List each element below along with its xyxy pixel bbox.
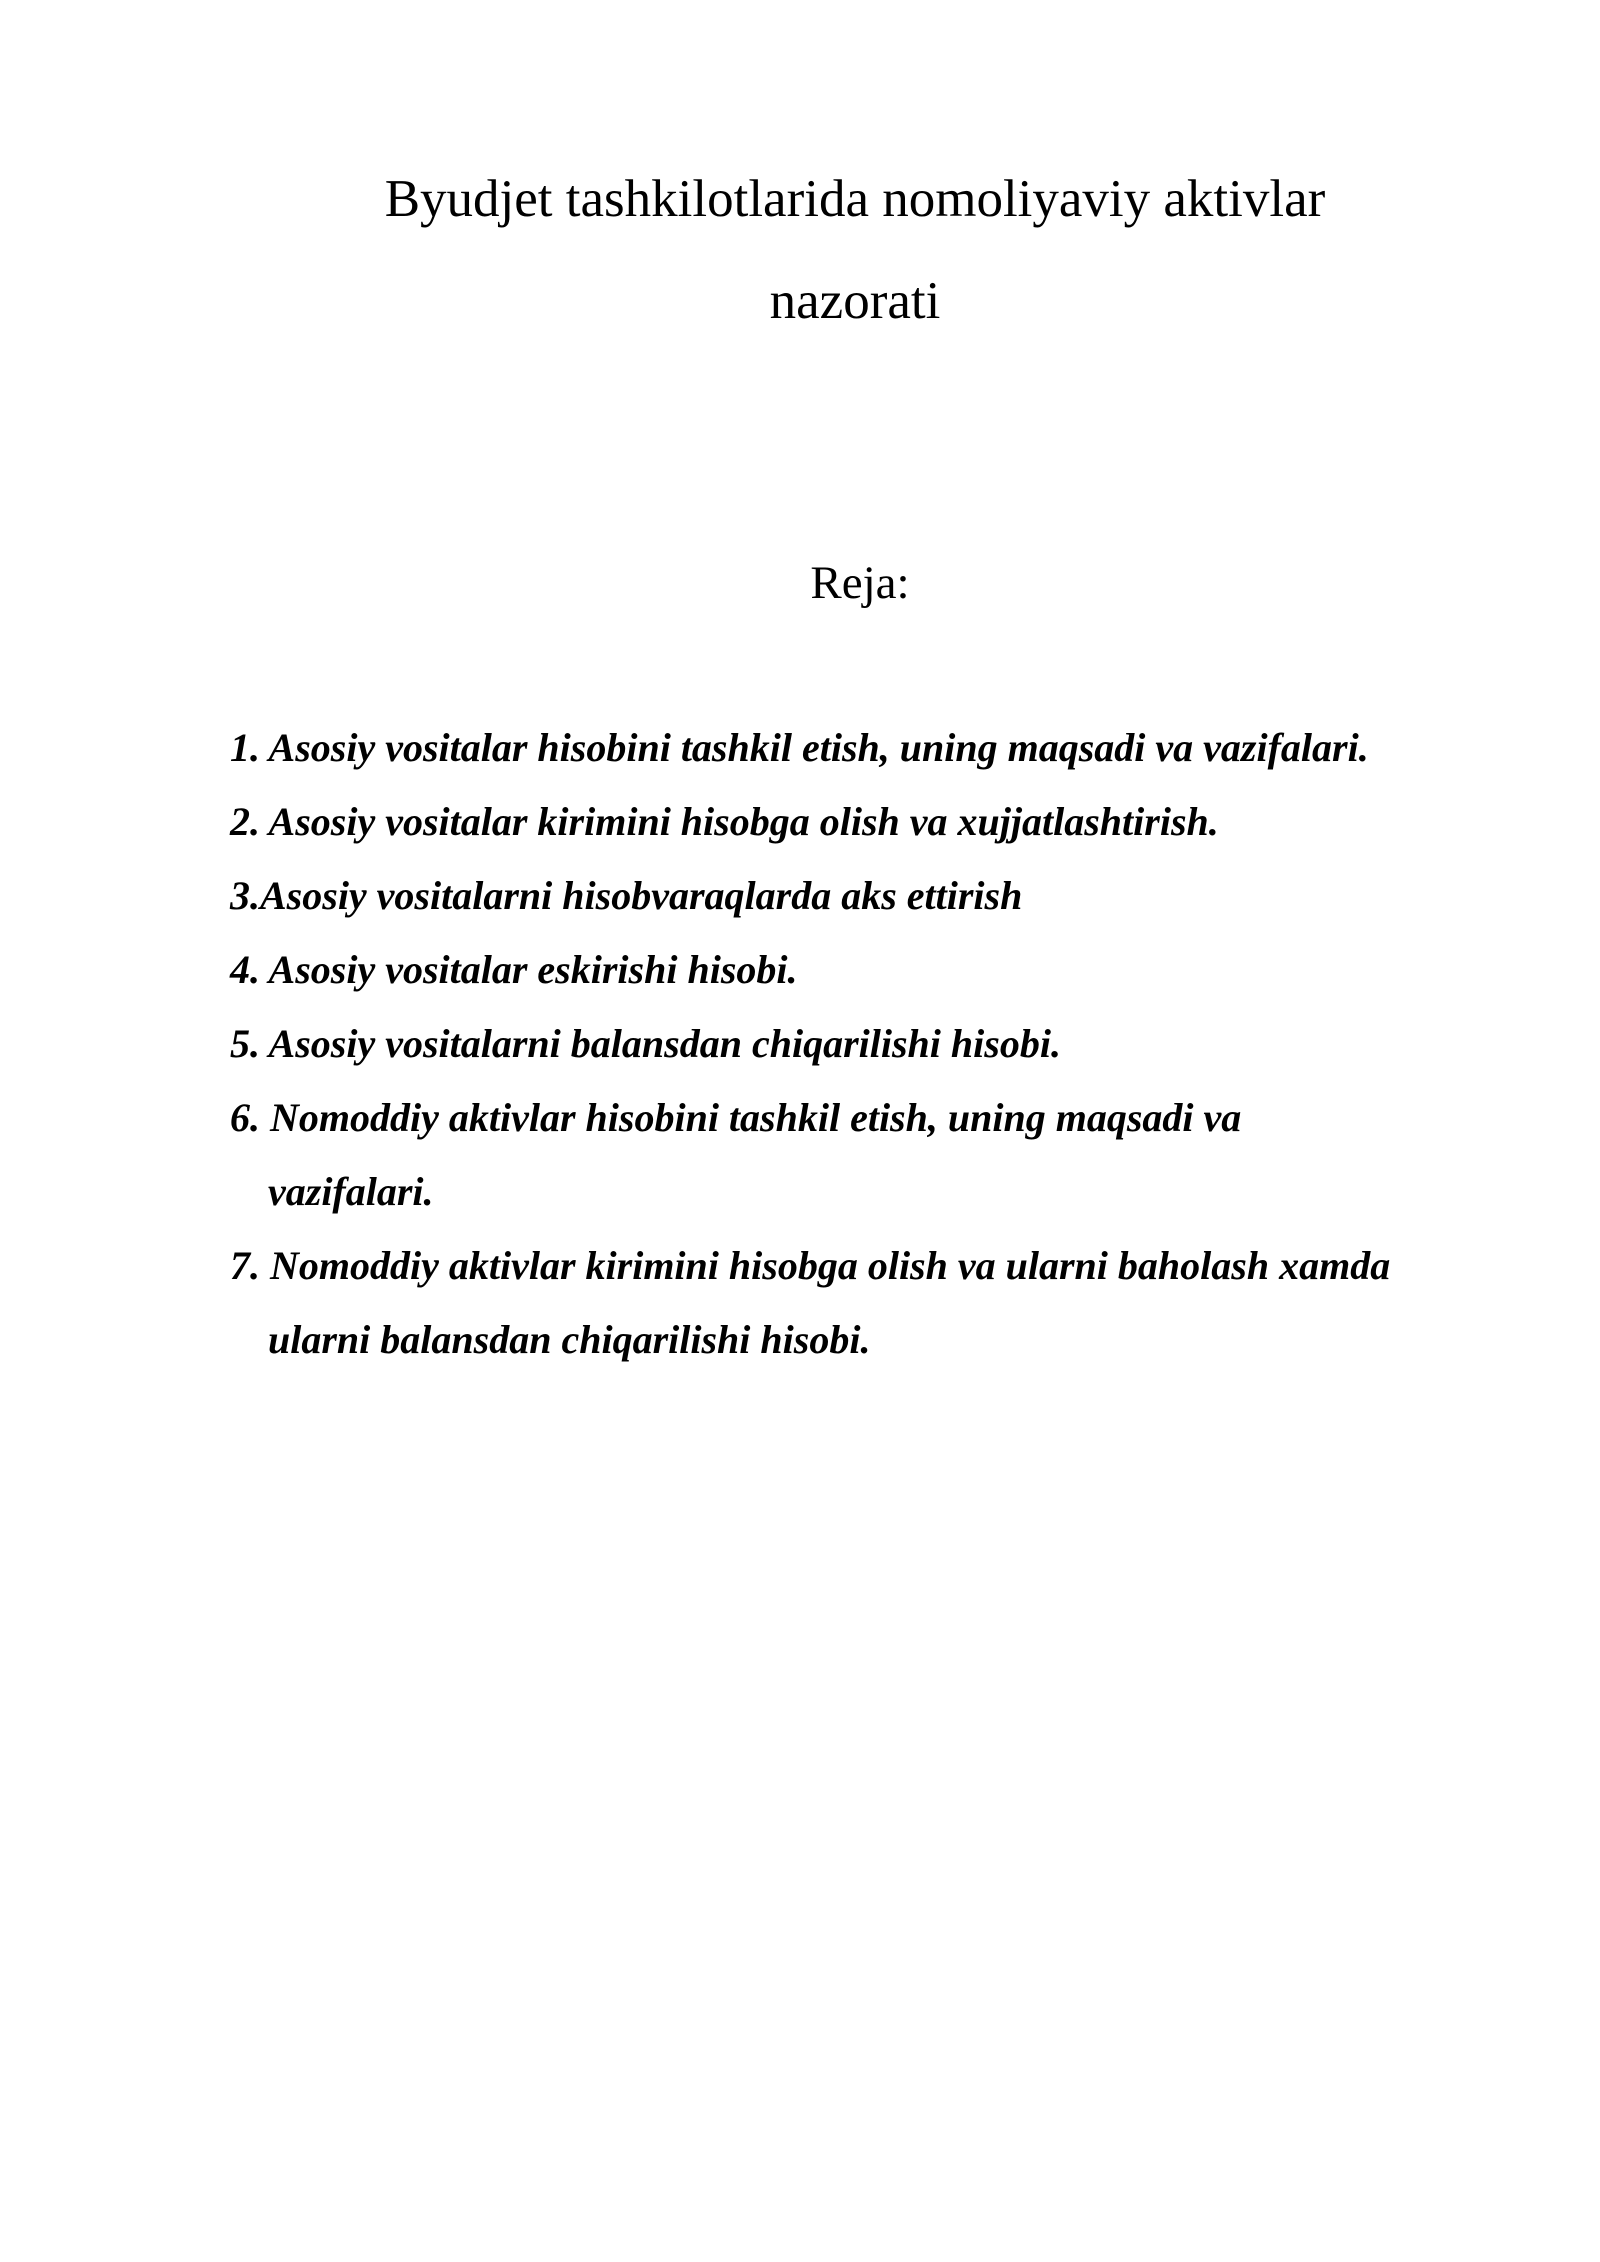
plan-heading: Reja: <box>810 557 910 609</box>
plan-item-3 <box>230 859 1530 933</box>
plan-item-1 <box>230 711 1530 785</box>
plan-item-4 <box>230 933 1530 1007</box>
document-title-line-1: Byudjet tashkilotlarida nomoliyaviy aktivlar <box>384 170 1326 228</box>
plan-item-2 <box>230 785 1530 859</box>
plan-item-text: 7. Nomoddiy aktivlar kirimini hisobga olish va ularni baholash xamda <box>230 1243 1391 1288</box>
plan-item-text: 6. Nomoddiy aktivlar hisobini tashkil etish, uning maqsadi va <box>230 1095 1242 1140</box>
plan-item-6 <box>230 1081 1530 1229</box>
plan-item-text: 1. Asosiy vositalar hisobini tashkil etish, uning maqsadi va vazifalari. <box>230 725 1369 770</box>
document-title-line-2: nazorati <box>769 272 941 330</box>
plan-item-text: 5. Asosiy vositalarni balansdan chiqarilishi hisobi. <box>230 1021 1061 1066</box>
plan-list <box>230 711 1530 1377</box>
plan-item-7 <box>230 1229 1530 1377</box>
plan-item-continuation: ularni balansdan chiqarilishi hisobi. <box>268 1317 871 1362</box>
plan-item-5 <box>230 1007 1530 1081</box>
plan-item-text: 3.Asosiy vositalarni hisobvaraqlarda aks ettirish <box>230 873 1023 918</box>
plan-item-text: 4. Asosiy vositalar eskirishi hisobi. <box>230 947 798 992</box>
plan-item-text: 2. Asosiy vositalar kirimini hisobga olish va xujjatlashtirish. <box>230 799 1219 844</box>
plan-item-continuation: vazifalari. <box>268 1169 434 1214</box>
document-title <box>330 148 1380 352</box>
